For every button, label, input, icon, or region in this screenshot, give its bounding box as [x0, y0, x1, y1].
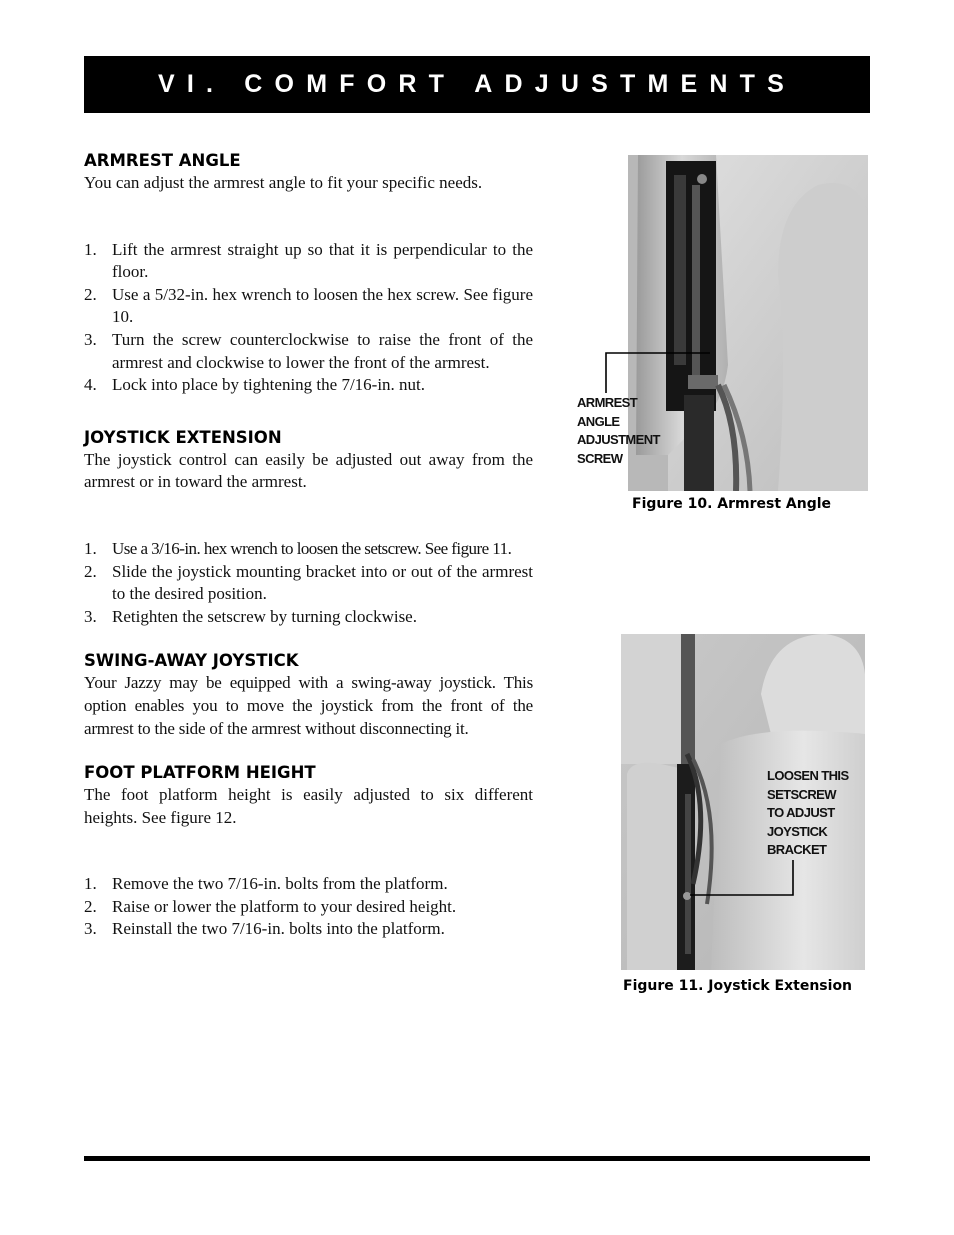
list-item: 1. Lift the armrest straight up so that it is perpendicular to the floor.: [84, 239, 533, 282]
list-item: 1. Use a 3/16-in. hex wrench to loosen the setscrew. See figure 11.: [84, 538, 512, 558]
armrest-angle-steps: [84, 239, 533, 397]
list-item: 3. Reinstall the two 7/16-in. bolts into the platform.: [84, 919, 445, 939]
armrest-angle-intro: You can adjust the armrest angle to fit your specific needs.: [84, 173, 483, 192]
foot-platform-height-intro: The foot platform height is easily adjusted to six different heights. See figure 12.: [84, 785, 533, 827]
swing-away-joystick-heading: SWING-AWAY JOYSTICK: [84, 651, 299, 671]
joystick-extension-heading: JOYSTICK EXTENSION: [84, 427, 282, 447]
list-item: 3. Turn the screw counterclockwise to raise the front of the armrest and clockwise to lower the front of the armrest.: [84, 329, 533, 372]
figure-11-callout: LOOSEN THIS SETSCREW TO ADJUST JOYSTICK BRACKET: [767, 768, 849, 857]
section-title: VI. COMFORT ADJUSTMENTS: [157, 70, 796, 98]
foot-platform-height-heading: FOOT PLATFORM HEIGHT: [84, 763, 316, 783]
figure-11-caption: Figure 11. Joystick Extension: [623, 978, 853, 994]
list-item: 1. Remove the two 7/16-in. bolts from the platform.: [84, 874, 448, 894]
list-item: 4. Lock into place by tightening the 7/16-in. nut.: [84, 375, 426, 395]
swing-away-joystick-intro: Your Jazzy may be equipped with a swing-away joystick. This option enables you to move the joystick from the front of the armrest to the side of the armrest without disconnecting it.: [84, 673, 533, 738]
joystick-extension-steps: [84, 538, 533, 628]
armrest-photo-illustration: [628, 155, 868, 491]
figure-10-photo: [628, 155, 868, 491]
foot-platform-height-steps: [84, 873, 533, 941]
list-item: 3. Retighten the setscrew by turning clockwise.: [84, 606, 417, 626]
list-item: 2. Slide the joystick mounting bracket into or out of the armrest to the desired position.: [84, 561, 533, 604]
list-item: 2. Raise or lower the platform to your desired height.: [84, 896, 457, 916]
armrest-angle-heading: ARMREST ANGLE: [84, 151, 241, 170]
figure-10-callout: ARMREST ANGLE ADJUSTMENT SCREW: [577, 395, 660, 466]
joystick-extension-intro: The joystick control can easily be adjusted out away from the armrest or in toward the armrest.: [84, 449, 533, 492]
figure-10-leader-line: [600, 345, 720, 395]
text-column: [84, 150, 533, 941]
section-title-banner: [84, 56, 870, 113]
list-item: 2. Use a 5/32-in. hex wrench to loosen the hex screw. See figure 10.: [84, 284, 533, 327]
figure-10-caption: Figure 10. Armrest Angle: [632, 496, 832, 512]
footer-rule: [84, 1156, 870, 1161]
figure-11-leader-line: [680, 855, 800, 901]
